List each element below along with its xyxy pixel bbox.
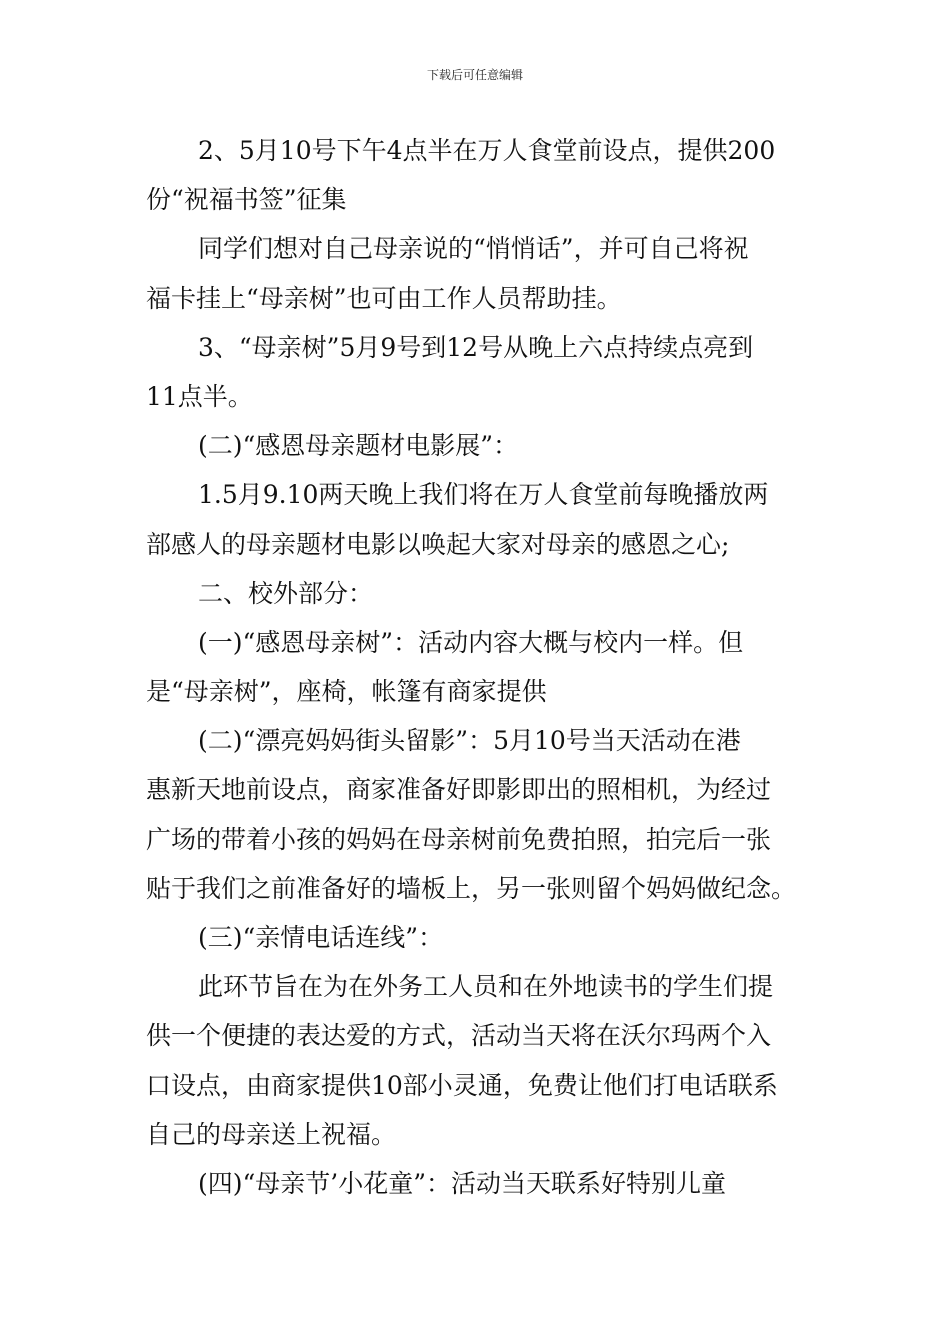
text-line: 同学们想对自己母亲说的“悄悄话”，并可自己将祝 [198, 234, 749, 264]
text-line: 自己的母亲送上祝福。 [146, 1119, 397, 1149]
text-line: 3、“母亲树”5月9号到12号从晚上六点持续点亮到 [198, 332, 754, 362]
text-line: 供一个便捷的表达爱的方式，活动当天将在沃尔玛两个入 [146, 1021, 772, 1051]
text-line: 广场的带着小孩的妈妈在母亲树前免费拍照，拍完后一张 [146, 824, 772, 854]
text-line: (二)“漂亮妈妈街头留影”：5月10号当天活动在港 [198, 726, 741, 756]
text-line: (一)“感恩母亲树”：活动内容大概与校内一样。但 [198, 627, 744, 657]
section-heading: 二、校外部分： [198, 578, 374, 608]
text-line: 1.5月9.10两天晚上我们将在万人食堂前每晚播放两 [198, 480, 769, 510]
text-line: 部感人的母亲题材电影以唤起大家对母亲的感恩之心; [146, 529, 730, 559]
section-heading: (三)“亲情电话连线”： [198, 923, 444, 952]
document-body [146, 126, 810, 1208]
text-line: 贴于我们之前准备好的墙板上，另一张则留个妈妈做纪念。 [146, 873, 797, 903]
text-line: 惠新天地前设点，商家准备好即影即出的照相机，为经过 [146, 775, 772, 805]
text-line: 2、5月10号下午4点半在万人食堂前设点，提供200 [198, 136, 776, 165]
text-line: 11点半。 [146, 381, 253, 411]
text-line: 福卡挂上“母亲树”也可由工作人员帮助挂。 [146, 283, 622, 313]
page-header: 下载后可任意编辑 [426, 68, 523, 82]
text-line: 口设点，由商家提供10部小灵通，免费让他们打电话联系 [146, 1070, 778, 1100]
section-heading: (二)“感恩母亲题材电影展”： [198, 431, 519, 461]
text-line: 是“母亲树”，座椅，帐篷有商家提供 [146, 677, 547, 707]
text-line: 此环节旨在为在外务工人员和在外地读书的学生们提 [198, 972, 774, 1002]
text-line: (四)“母亲节’小花童”：活动当天联系好特别儿童 [198, 1168, 727, 1198]
text-line: 份“祝福书签”征集 [146, 185, 347, 215]
